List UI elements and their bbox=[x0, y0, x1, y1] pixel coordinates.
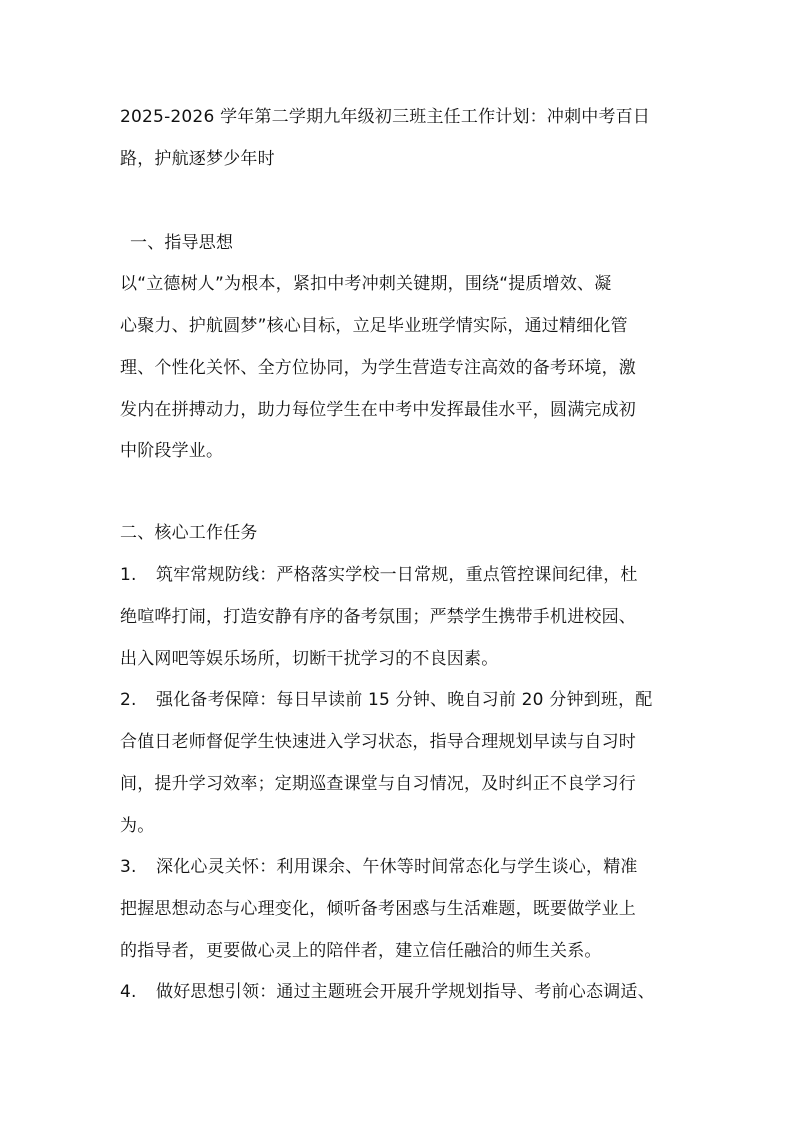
list-item-1-line-1 bbox=[120, 564, 680, 586]
list-item-3-line-1 bbox=[120, 856, 680, 878]
list-item-number: 4. bbox=[120, 982, 137, 1002]
list-item-text: 做好思想引领：通过主题班会开展升学规划指导、考前心态调适、 bbox=[156, 982, 655, 1002]
list-item-number: 2. bbox=[120, 690, 137, 710]
list-item-3-line-3: 的指导者，更要做心灵上的陪伴者，建立信任融洽的师生关系。 bbox=[120, 941, 602, 961]
list-item-2-line-2: 合值日老师督促学生快速进入学习状态，指导合理规划早读与自习时 bbox=[120, 732, 636, 752]
paragraph-line: 理、个性化关怀、全方位协同，为学生营造专注高效的备考环境，激 bbox=[120, 358, 636, 378]
list-item-text: 深化心灵关怀：利用课余、午休等时间常态化与学生谈心，精准 bbox=[156, 857, 638, 877]
list-item-3-line-2: 把握思想动态与心理变化，倾听备考困惑与生活难题，既要做学业上 bbox=[120, 899, 636, 919]
list-item-text: 强化备考保障：每日早读前 15 分钟、晚自习前 20 分钟到班，配 bbox=[156, 690, 653, 710]
paragraph-line: 以“立德树人”为根本，紧扣中考冲刺关键期，围绕“提质增效、凝 bbox=[120, 274, 612, 294]
list-item-number: 1. bbox=[120, 565, 137, 585]
paragraph-line: 发内在拼搏动力，助力每位学生在中考中发挥最佳水平，圆满完成初 bbox=[120, 400, 636, 420]
section-heading-core-tasks: 二、核心工作任务 bbox=[120, 523, 258, 543]
document-title-line-2: 路，护航逐梦少年时 bbox=[120, 149, 275, 169]
list-item-2-line-1 bbox=[120, 689, 680, 711]
list-item-2-line-4: 为。 bbox=[120, 816, 155, 836]
list-item-4-line-1 bbox=[120, 981, 680, 1003]
document-title-line-1: 2025-2026 学年第二学期九年级初三班主任工作计划：冲刺中考百日 bbox=[120, 107, 651, 127]
paragraph-line: 心聚力、护航圆梦”核心目标，立足毕业班学情实际，通过精细化管 bbox=[120, 316, 628, 336]
list-item-1-line-2: 绝喧哗打闹，打造安静有序的备考氛围；严禁学生携带手机进校园、 bbox=[120, 607, 636, 627]
list-item-2-line-3: 间，提升学习效率；定期巡查课堂与自习情况，及时纠正不良学习行 bbox=[120, 774, 636, 794]
section-heading-guiding-ideology: 一、指导思想 bbox=[130, 233, 234, 253]
paragraph-line: 中阶段学业。 bbox=[120, 441, 224, 461]
list-item-1-line-3: 出入网吧等娱乐场所，切断干扰学习的不良因素。 bbox=[120, 649, 499, 669]
list-item-number: 3. bbox=[120, 857, 137, 877]
list-item-text: 筑牢常规防线：严格落实学校一日常规，重点管控课间纪律，杜 bbox=[156, 565, 638, 585]
